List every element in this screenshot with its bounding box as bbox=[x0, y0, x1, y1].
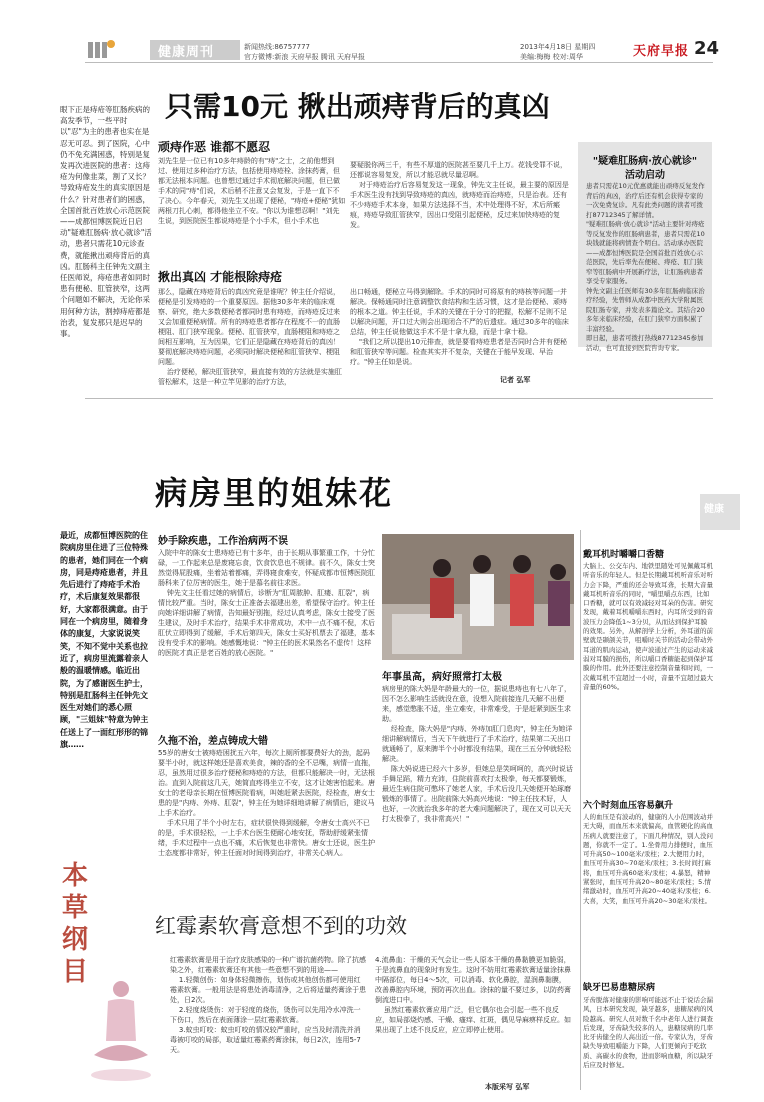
article1-col4: 出口畅通，便秘立马得到解除。手术的同时可将原有的痔核等问题一并解决。保畅通同时注意调整饮食结构和生活习惯，这才是治便秘、顽痔的根本之道。钟主任说，手术的关键在于分寸的把握，松解不足则不足以解决问题，开口过大则会出现闭合不严的后遗症。通过30多年的临床总结，钟主任说他做这手术不是十拿九稳，而是十拿十稳。 "我们之所以提出10元排查，就是要看痔疮患者是否同时合并有便秘和肛管狭窄等问题。检查其实并不复杂，关键在于能早发现、早治疗。"钟主任如是说。 bbox=[350, 288, 569, 366]
article1-byline: 记者 弘军 bbox=[500, 376, 531, 384]
article1-headline: 只需10元 揪出顽痔背后的真凶 bbox=[165, 90, 550, 123]
newspaper-logo bbox=[88, 38, 116, 60]
header-divider bbox=[85, 62, 713, 63]
ward-photo bbox=[382, 534, 574, 660]
article3-headline: 红霉素软膏意想不到的功效 bbox=[155, 914, 407, 938]
news1-title: 戴耳机时嚼嚼口香糖 bbox=[583, 550, 665, 560]
article2-col1: 入院中年的陈女士患痔疮已有十多年，由于长期从事繁重工作，十分忙碌，一工作起来总是废寝忘食，饮食饮息也不规律。前不久，陈女士突然觉得屁股痛，坐着站着都痛，弄得寝食难安，怀疑成都市恒博医院肛肠科来了位厉害的医生，她于是慕名前往求医。 钟先文主任看过她的病情后，诊断为"肛周脓肿、肛瘘、肛裂"，病情比较严重。当时，陈女士正准备去福建出差，希望保守治疗。钟主任向她详细讲解了病情，告知最好别拖，经过认真考虑，陈女士接受了医生建议，及时手术治疗，结果手术非常成功，术中一点不痛不倪，术后肛伏立即得到了缓解，手术后第四天，陈女士买好机票去了福建，基本没有受手术的影响。她感慨地说："钟主任的医术果然名不虚传！这样的医院才真正是老百姓的放心医院。" bbox=[158, 549, 375, 657]
meditation-figure-icon bbox=[88, 975, 154, 1089]
article1-subhead2: 揪出真凶 才能根除痔疮 bbox=[158, 270, 283, 284]
article2-subhead2: 久拖不治，差点铸成大错 bbox=[158, 736, 268, 747]
article2-subhead1: 妙手除疾患，工作治病两不误 bbox=[158, 536, 288, 547]
article2-headline: 病房里的姐妹花 bbox=[155, 474, 394, 512]
article1-col3: 那么，隐藏在痔疮背后的真凶究竟是谁呢？钟主任介绍说，便秘是引发痔疮的一个重要原因。据他30多年来的临床观察、研究，绝大多数便秘者都同时患有痔疮，而痔疮反过来又会加重便秘病情。所有的痔疮患者都存在程度不一的直肠梗阻、肛门狭窄现象。便秘、肛管狭窄，直肠梗阻和痔疮之间相互影响，互为因果，它们正是隐藏在痔疮背后的真凶！要彻底解决痔疮问题，必须同时解决便秘和肛管狭窄、梗阻问题。 治疗便秘，解决肛管狭窄，最直接有效的方法就是实施肛管松解术，这是一种立竿见影的治疗方法， bbox=[158, 288, 342, 386]
article2-subhead3: 年事虽高，病好照常打太极 bbox=[382, 672, 502, 683]
decor-vertical-title: 本草纲目 bbox=[62, 861, 89, 987]
health-stamp-label: 健康 bbox=[704, 504, 724, 515]
article1-sidebar: 眼下正是痔疮等肛肠疾病的高发季节，一些平时以"忍"为主的患者也实在是忍无可忍。到了医院，心中仍不免充满困惑，特别是复发再次进医院的患者：这痔疮为何像韭菜，割了又长？导致痔疮发生的真实原因是什么？针对患者们的困惑，全国首批百姓放心示范医院——成都恒博医院近日启动"疑难肛肠病·放心就诊"活动，患者只需花10元诊查费，就能揪出顽痔背后的真凶。肛肠科主任钟先文副主任医师说，痔疮患者如同时患有便秘、肛管狭窄，这两个问题如不解决，无论你采用何种方法，割掉痔疮都是治表，复发那只是迟早的事。 bbox=[60, 105, 152, 339]
section-divider-1 bbox=[85, 398, 713, 399]
article1-subhead1: 顽痔作恶 谁都不愿忍 bbox=[158, 140, 271, 154]
article1-col1: 刘先生是一位已有10多年痔龄的有"痔"之士，之前他想到过、使用过多种治疗方法，包括使用痔疮栓、涂抹药膏，但都无法根本问题。也曾想过通过手术彻底解决问题，但已做手术的同"痔"们说，术后稍不注意又会复发，于是一直下不了决心。今年春天，刘先生又出现了便秘，"痔疮+便秘"犹如两根刀扎心刺，都得他坐立不安。"你以为谁想忍啊！"刘先生说，到医院医生都说痔疮是个小手术，但小手术也 bbox=[158, 157, 346, 225]
article2-col3: 病房里的陈大妈是年龄最大的一位，据说患痔也有七八年了，因不怎么影响生活就没在意，没想入院前接连几天解不出便来，感觉憋胀不适，坐立难安，非常难受，于是赶紧到医生求助。 经检查，陈大妈是"内痔、外痔加肛门息肉"，钟主任为她详细讲解病情后，当天下午就进行了手术治疗，结果第二天出口就通畅了，原来脾半个小时都没有结果，现在三五分钟就轻松解决。 陈大妈说进已经六十多岁，但她总是笑呵呵的，高兴时说话手舞足蹈，精力充沛，住院前喜欢打太极拳，每天都要锻炼，最近生病住院可憋坏了她老人家，手术后没几天她便开始琢磨锻炼的事情了。出院前陈大妈高兴地说："钟主任技术好，人也好，一次就治我多年的老大难问题解决了，现在又可以天天打太极拳了，我非常高兴！" bbox=[382, 685, 573, 823]
article1-col2: 要疑脱你两三千，有些不厚道的医院甚至要几千上万。花钱受罪不说，还都说容易复发，所以才能忍就尽量忍啊。 对于痔疮治疗后容易复发这一现象，钟先文主任说，最主要的原因是手术医生没有找到导致痔疮的真凶，就痔疮而治痔疮，只是治表。还有不少痔疮手术本身，如果方法选择不当，术中处理得不好，术后所瘢痕，痔疮导致肛管狭窄，因出口受阻引起便秘，反过来加快痔疮的复发。 bbox=[350, 161, 569, 229]
activity-box-text: 患者只需花10元优惠就能出顽痔反复发作背后的真凶，治疗后还有机会获得专家的一次免费复诊。凡有此类问题的读者可拨打87712345了解详情。 "疑难肛肠病·放心就诊"活动主要针对痔疮等反复发作的肛肠病患者，患者只需花10块钱就能将病情查个明白。活动承办医院——成都恒博医院是全国首批百姓放心示范医院，先后率先在便秘、痔疮、肛门狭窄等肛肠病中开展新疗法，让肛肠病患者享受专家服务。 钟先文副主任医师有30多年肛肠病临床治疗经验，先曾师从成都中医药大学附属医院肛肠专家，并发表多篇论文。其结合20多年来临床经验，在肛门狭窄方面积累了丰富经验。 即日起，患者可拨打热线87712345参加活动，也可直接到医院咨询专家。 bbox=[586, 182, 705, 352]
article3-col1: 红霉素软膏是用于治疗皮肤感染的一种广谱抗菌药物。除了抗感染之外，红霉素软膏还有其他一些意想不到的用途—— 1.轻微创伤：如身体轻微擦伤，划伤或其他创伤都可使用红霉素软膏。一般用法是将患处消毒清净，之后将适量药膏涂于患处，日2次。 2.轻度烧烫伤：对于轻度的烧伤，烫伤可以先用冷水冲洗一下伤口，然后在表面薄涂一层红霉素软膏。 3.蚊虫叮咬：蚊虫叮咬的情况较严重时，应当及时清洗并消毒被叮咬的局部，取适量红霉素药膏涂抹，每日2次，连用5-7天。 bbox=[170, 956, 366, 1054]
page-number: 24 bbox=[694, 38, 720, 59]
article2-sidebar: 最近，成都恒博医院的住院病房里住进了三位特殊的患者，她们同在一个病房，同是痔疮患者，并且先后进行了痔疮手术治疗，术后康复效果都很好，大家都很满意。由于同在一个病房里，随着身体的康复，大家说说笑笑，不知不觉中关系也拉近了，病房里流露着亲人般的温暖情感。临近出院，为了感谢医生护士，特别是肛肠科主任钟先文医生对她们的悉心照顾，"三姐妹"特意为钟主任送上了一面红形形的锦旗…… bbox=[60, 531, 149, 750]
news2-title: 六个时刻血压容易飙升 bbox=[583, 801, 674, 811]
article3-byline: 本版采写 弘军 bbox=[485, 1083, 530, 1091]
header-contact: 新闻热线:86757777 官方微博:新浪 天府早报 腾讯 天府早报 bbox=[244, 43, 366, 61]
right-column-divider bbox=[580, 530, 581, 1090]
section-title: 健康周刊 bbox=[158, 45, 215, 60]
news3-text: 牙齿脱落对健康的影响可能远不止于说话会漏风，日本研究发现，缺牙越多，患糖尿病的风险越高。研究人员对数千名中老年人进行调查后发现，牙齿缺失较多的人，患糖尿病的几率比牙齿健全的人高出近一倍。专家认为，牙齿缺失导致咀嚼能力下降，人们更倾向于吃软质、高碳水的食物，进而影响血糖，所以缺牙后应及时修复。 bbox=[583, 996, 713, 1070]
news1-text: 大脑上、公交车内、地铁里随处可见佩戴耳机听音乐的年轻人。但是长期戴耳机听音乐对听力会下降，严重的还会导致耳聋，长期大音量戴耳机听音乐的同时，"嚼里嚼点东西，比如口香糖，就可以有效减轻对耳朵的伤害。研究发现，戴着耳机嚼嚼东西时，内耳所受到的音波压力会降低1~3分贝，从而达到保护耳膜的效果。另外，从解剖学上分析，外耳道的前壁就是颞颌关节，咀嚼时关节的活动会带动外耳道的肌肉运动，使声波通过产生的运动来减弱对耳膜的损伤，所以嚼口香糖能起到保护耳膜的作用。此外还要注意控制音量和时间，一次戴耳机不宜超过一小时，音量不宜超过最大音量的60%。 bbox=[583, 562, 713, 691]
article2-col2: 55岁的唐女士被痔疮困扰五六年，每次上厕所都要费好大的劲，起码要半小时，就这样她还是喜欢美食，辣的香的全不忌嘴，病情一直拖，忍，虽然用过很多治疗便秘和痔疮的方法，但都只能解决一时，无法根治。直到入院前这几天，她简直疼得坐立不安，这才让她害怕起来。唐女士的老母亲长期在恒博医院看病，叫她赶紧去医院，经检查，唐女士患的是"内痔、外痔、肛裂"，钟主任为她详细地讲解了病情后，建议马上手术治疗。 手术只用了半个小时左右，症状很快得到缓解，令唐女士高兴不已的是，手术很轻松，一上手术台医生便耐心地安抚，帮助舒缓紧张情绪，手术过程中一点也不痛，术后恢复也非常快。唐女士还说，医生护士态度都非常好，钟主任面对时间得到治疗，非常关心病人。 bbox=[158, 749, 375, 857]
news2-text: 人的血压是有波动的，健康的人小范围波动并无大碍，而血压本来就偏高，血管硬化的高血压病人就要注意了，下面几种情况，别人没问题，你就不一定了。1.坐骨用力排便时，血压可升高50~100毫米/汞柱；2.大便用力时，血压可升高30~70毫米/汞柱；3.长时间打麻将，血压可升高60毫米/汞柱；4.暴怒，精神紧张时，血压可升高20~80毫米/汞柱；5.情绪激动时，血压可升高20~40毫米/汞柱；6.大喜，大笑，血压可升高20~30毫米/汞柱。 bbox=[583, 813, 713, 905]
news3-title: 缺牙巴易患糖尿病 bbox=[583, 983, 656, 993]
activity-box-title2: 活动启动 bbox=[625, 170, 665, 181]
article3-col2: 4.流鼻血：干燥的天气会让一些人原本干燥的鼻黏膜更加脆弱，于是流鼻血的现象时有发生。这时不妨用红霉素软膏适量涂抹鼻中隔部位，每日4～5次，可以消毒、软化鼻腔，湿润鼻黏膜，改善鼻腔内环境，预防再次出血。涂抹的量不要过多，以防药膏倒流进口中。 虽然红霉素软膏应用广泛，但它偶尔也会引起一些不良反应，如局部烧灼感、干燥、瘙痒、红斑，偶见导麻痹样反应。如果出现了上述不良反应，应立即停止使用。 bbox=[375, 956, 571, 1034]
header-date: 2013年4月18日 星期四 美编:梅梅 校对:周华 bbox=[520, 43, 596, 61]
newspaper-brand: 天府早报 bbox=[633, 44, 690, 59]
activity-box-title1: "疑难肛肠病·放心就诊" bbox=[592, 156, 698, 167]
